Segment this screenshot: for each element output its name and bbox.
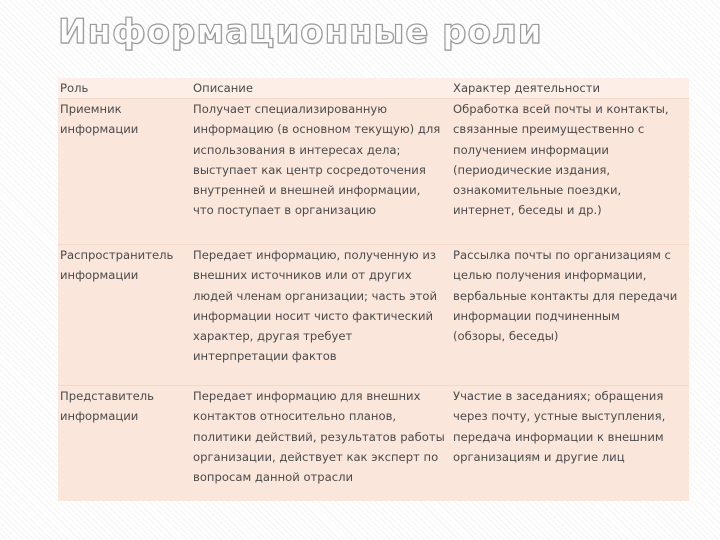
header-role: Роль — [58, 78, 191, 99]
role-cell: Представитель информации — [58, 386, 191, 502]
table-row — [58, 245, 689, 386]
table-row — [58, 386, 689, 502]
activity-cell: Рассылка почты по организациям с целью получения информации, вербальные контакты для передачи информации подчиненным (обзоры, беседы) — [451, 245, 689, 386]
role-cell: Распространитель информации — [58, 245, 191, 386]
slide-title: Информационные роли — [58, 12, 543, 52]
role-cell: Приемник информации — [58, 99, 191, 245]
description-cell: Передает информацию для внешних контактов относительно планов, политики действий, результатов работы организации, действует как эксперт по вопросам данной отрасли — [191, 386, 451, 502]
table-row — [58, 99, 689, 245]
activity-cell: Участие в заседаниях; обращения через почту, устные выступления, передача информации к внешним организациям и другие лиц — [451, 386, 689, 502]
activity-cell: Обработка всей почты и контакты, связанные преимущественно с получением информации (периодические издания, ознакомительные поездки, интернет, беседы и др.) — [451, 99, 689, 245]
header-activity: Характер деятельности — [451, 78, 689, 99]
header-description: Описание — [191, 78, 451, 99]
table-header-row — [58, 78, 689, 99]
description-cell: Передает информацию, полученную из внешних источников или от других людей членам организации; часть этой информации носит чисто фактический характер, другая требует интерпретации фактов — [191, 245, 451, 386]
description-cell: Получает специализированную информацию (в основном текущую) для использования в интересах дела; выступает как центр сосредоточения внутренней и внешней информации, что поступает в организацию — [191, 99, 451, 245]
roles-table — [58, 78, 689, 501]
